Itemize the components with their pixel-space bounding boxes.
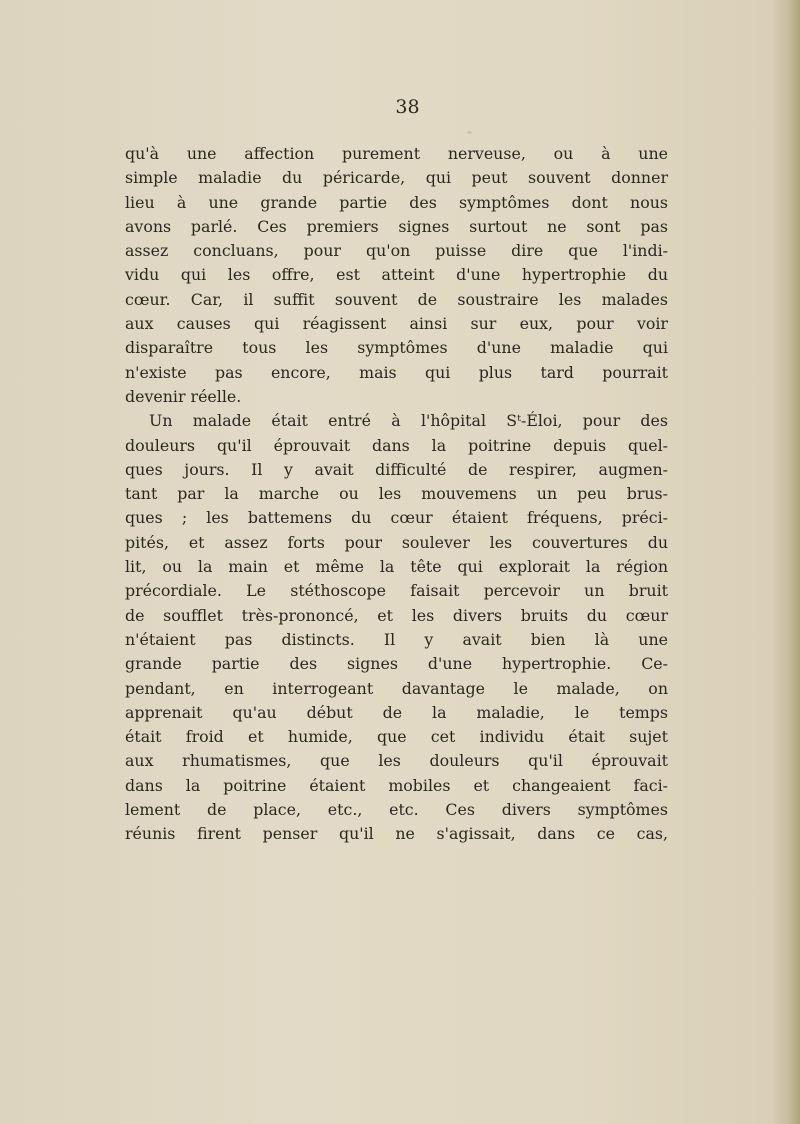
text-line: assez concluans, pour qu'on puisse dire que l'indi-: [125, 241, 668, 261]
body-text: [125, 142, 668, 847]
text-line: n'existe pas encore, mais qui plus tard pourrait: [125, 362, 668, 382]
text-line: douleurs qu'il éprouvait dans la poitrine depuis quel-: [125, 435, 668, 455]
text-line: aux rhumatismes, que les douleurs qu'il éprouvait: [125, 751, 668, 771]
text-line: ques jours. Il y avait difficulté de respirer, augmen-: [125, 459, 668, 479]
text-line: dans la poitrine étaient mobiles et changeaient faci-: [125, 775, 668, 795]
text-line: précordiale. Le stéthoscope faisait percevoir un bruit: [125, 581, 668, 601]
paragraph-first-line: Un malade était entré à l'hôpital Sᵗ-Éloi, pour des: [149, 411, 668, 431]
text-line: cœur. Car, il suffit souvent de soustraire les malades: [125, 289, 668, 309]
text-line: qu'à une affection purement nerveuse, ou à une: [125, 144, 668, 163]
page-edge-shadow: [770, 0, 800, 1124]
text-line: aux causes qui réagissent ainsi sur eux, pour voir: [125, 314, 668, 334]
text-line: réunis firent penser qu'il ne s'agissait, dans ce cas,: [125, 824, 668, 844]
text-line: lement de place, etc., etc. Ces divers symptômes: [125, 800, 668, 820]
text-line: tant par la marche ou les mouvemens un peu brus-: [125, 484, 668, 504]
paper-speck: [467, 131, 472, 134]
text-line: simple maladie du péricarde, qui peut souvent donner: [125, 168, 668, 188]
text-line: disparaître tous les symptômes d'une maladie qui: [125, 338, 668, 358]
text-line: lit, ou la main et même la tête qui explorait la région: [125, 557, 668, 577]
text-line: lieu à une grande partie des symptômes dont nous: [125, 192, 668, 212]
text-line: avons parlé. Ces premiers signes surtout ne sont pas: [125, 216, 668, 236]
text-line: pités, et assez forts pour soulever les couvertures du: [125, 532, 668, 552]
text-line: grande partie des signes d'une hypertrophie. Ce-: [125, 654, 668, 674]
text-line: apprenait qu'au début de la maladie, le temps: [125, 702, 668, 722]
text-line: n'étaient pas distincts. Il y avait bien là une: [125, 629, 668, 649]
text-line: pendant, en interrogeant davantage le malade, on: [125, 678, 668, 698]
page-number: 38: [395, 96, 420, 118]
text-line: était froid et humide, que cet individu était sujet: [125, 727, 668, 747]
paragraph-last-line: devenir réelle.: [125, 386, 242, 406]
text-line: vidu qui les offre, est atteint d'une hypertrophie du: [125, 265, 668, 285]
text-line: de soufflet très-prononcé, et les divers bruits du cœur: [125, 605, 668, 625]
text-line: ques ; les battemens du cœur étaient fréquens, préci-: [125, 508, 668, 528]
